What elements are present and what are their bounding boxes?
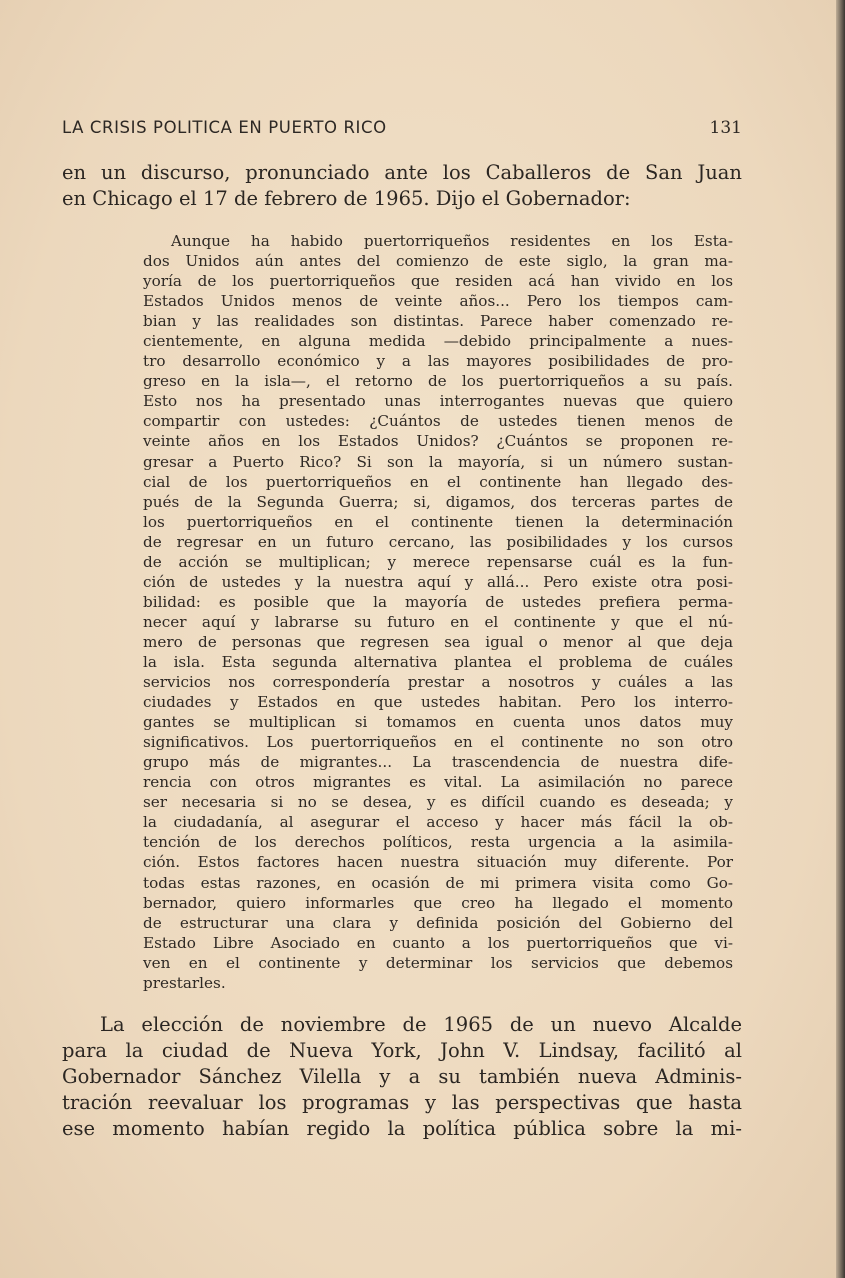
text-line: en un discurso, pronunciado ante los Caballeros de San Juan [62,161,742,184]
text-line: compartir con ustedes: ¿Cuántos de ustedes tienen menos de [143,412,733,431]
text-line: ción. Estos factores hacen nuestra situación muy diferente. Por [143,853,733,872]
text-line: ciudades y Estados en que ustedes habitan. Pero los interro- [143,693,733,712]
text-line: ven en el continente y determinar los servicios que debemos [143,953,733,972]
running-title: LA CRISIS POLITICA EN PUERTO RICO [62,118,387,137]
intro-paragraph [62,160,742,212]
text-line: de acción se multiplican; y merece repensarse cuál es la fun- [143,552,733,571]
text-line: gresar a Puerto Rico? Si son la mayoría, si un número sustan- [143,452,733,471]
text-line: tención de los derechos políticos, resta urgencia a la asimila- [143,833,733,852]
text-line: bernador, quiero informarles que creo ha llegado el momento [143,893,733,912]
text-line: grupo más de migrantes... La trascendencia de nuestra dife- [143,753,733,772]
text-line: los puertorriqueños en el continente tienen la determinación [143,512,733,531]
text-line: veinte años en los Estados Unidos? ¿Cuántos se proponen re- [143,432,733,451]
page-number: 131 [709,118,742,138]
text-line: bilidad: es posible que la mayoría de ustedes prefiera perma- [143,592,733,611]
text-line: necer aquí y labrarse su futuro en el continente y que el nú- [143,612,733,631]
text-line: Esto nos ha presentado unas interrogantes nuevas que quiero [143,392,733,411]
text-line: ese momento habían regido la política pública sobre la mi- [62,1117,742,1140]
text-line: tro desarrollo económico y a las mayores posibilidades de pro- [143,352,733,371]
text-line: Gobernador Sánchez Vilella y a su también nueva Adminis- [62,1065,742,1088]
text-line: bian y las realidades son distintas. Parece haber comenzado re- [143,312,733,331]
text-line: prestarles. [143,973,226,992]
text-line: greso en la isla—, el retorno de los puertorriqueños a su país. [143,372,733,391]
text-line: ser necesaria si no se desea, y es difícil cuando es deseada; y [143,793,733,812]
text-line: cientemente, en alguna medida —debido principalmente a nues- [143,332,733,351]
text-line: yoría de los puertorriqueños que residen acá han vivido en los [143,272,733,291]
text-line: ción de ustedes y la nuestra aquí y allá... Pero existe otra posi- [143,572,733,591]
text-line: tración reevaluar los programas y las perspectivas que hasta [62,1091,742,1114]
text-line: significativos. Los puertorriqueños en el continente no son otro [143,733,733,752]
text-line: para la ciudad de Nueva York, John V. Lindsay, facilitó al [62,1039,742,1062]
text-line: la isla. Esta segunda alternativa plantea el problema de cuáles [143,652,733,671]
text-line: todas estas razones, en ocasión de mi primera visita como Go- [143,873,733,892]
text-line: La elección de noviembre de 1965 de un nuevo Alcalde [100,1013,742,1036]
text-line: en Chicago el 17 de febrero de 1965. Dijo el Gobernador: [62,187,631,210]
text-line: dos Unidos aún antes del comienzo de este siglo, la gran ma- [143,252,733,271]
text-line: mero de personas que regresen sea igual o menor al que deja [143,632,733,651]
text-line: cial de los puertorriqueños en el continente han llegado des- [143,472,733,491]
text-line: Estados Unidos menos de veinte años... Pero los tiempos cam- [143,292,733,311]
page-edge-shadow [836,0,845,1278]
text-line: servicios nos correspondería prestar a nosotros y cuáles a las [143,673,733,692]
running-head [62,118,742,140]
text-line: Estado Libre Asociado en cuanto a los puertorriqueños que vi- [143,933,733,952]
text-line: pués de la Segunda Guerra; si, digamos, dos terceras partes de [143,492,733,511]
closing-paragraph [62,1012,742,1142]
text-line: la ciudadanía, al asegurar el acceso y hacer más fácil la ob- [143,813,733,832]
text-line: de regresar en un futuro cercano, las posibilidades y los cursos [143,532,733,551]
block-quote [143,231,733,993]
text-line: rencia con otros migrantes es vital. La asimilación no parece [143,773,733,792]
text-line: gantes se multiplican si tomamos en cuenta unos datos muy [143,713,733,732]
text-line: Aunque ha habido puertorriqueños residentes en los Esta- [171,232,733,250]
text-line: de estructurar una clara y definida posición del Gobierno del [143,913,733,932]
